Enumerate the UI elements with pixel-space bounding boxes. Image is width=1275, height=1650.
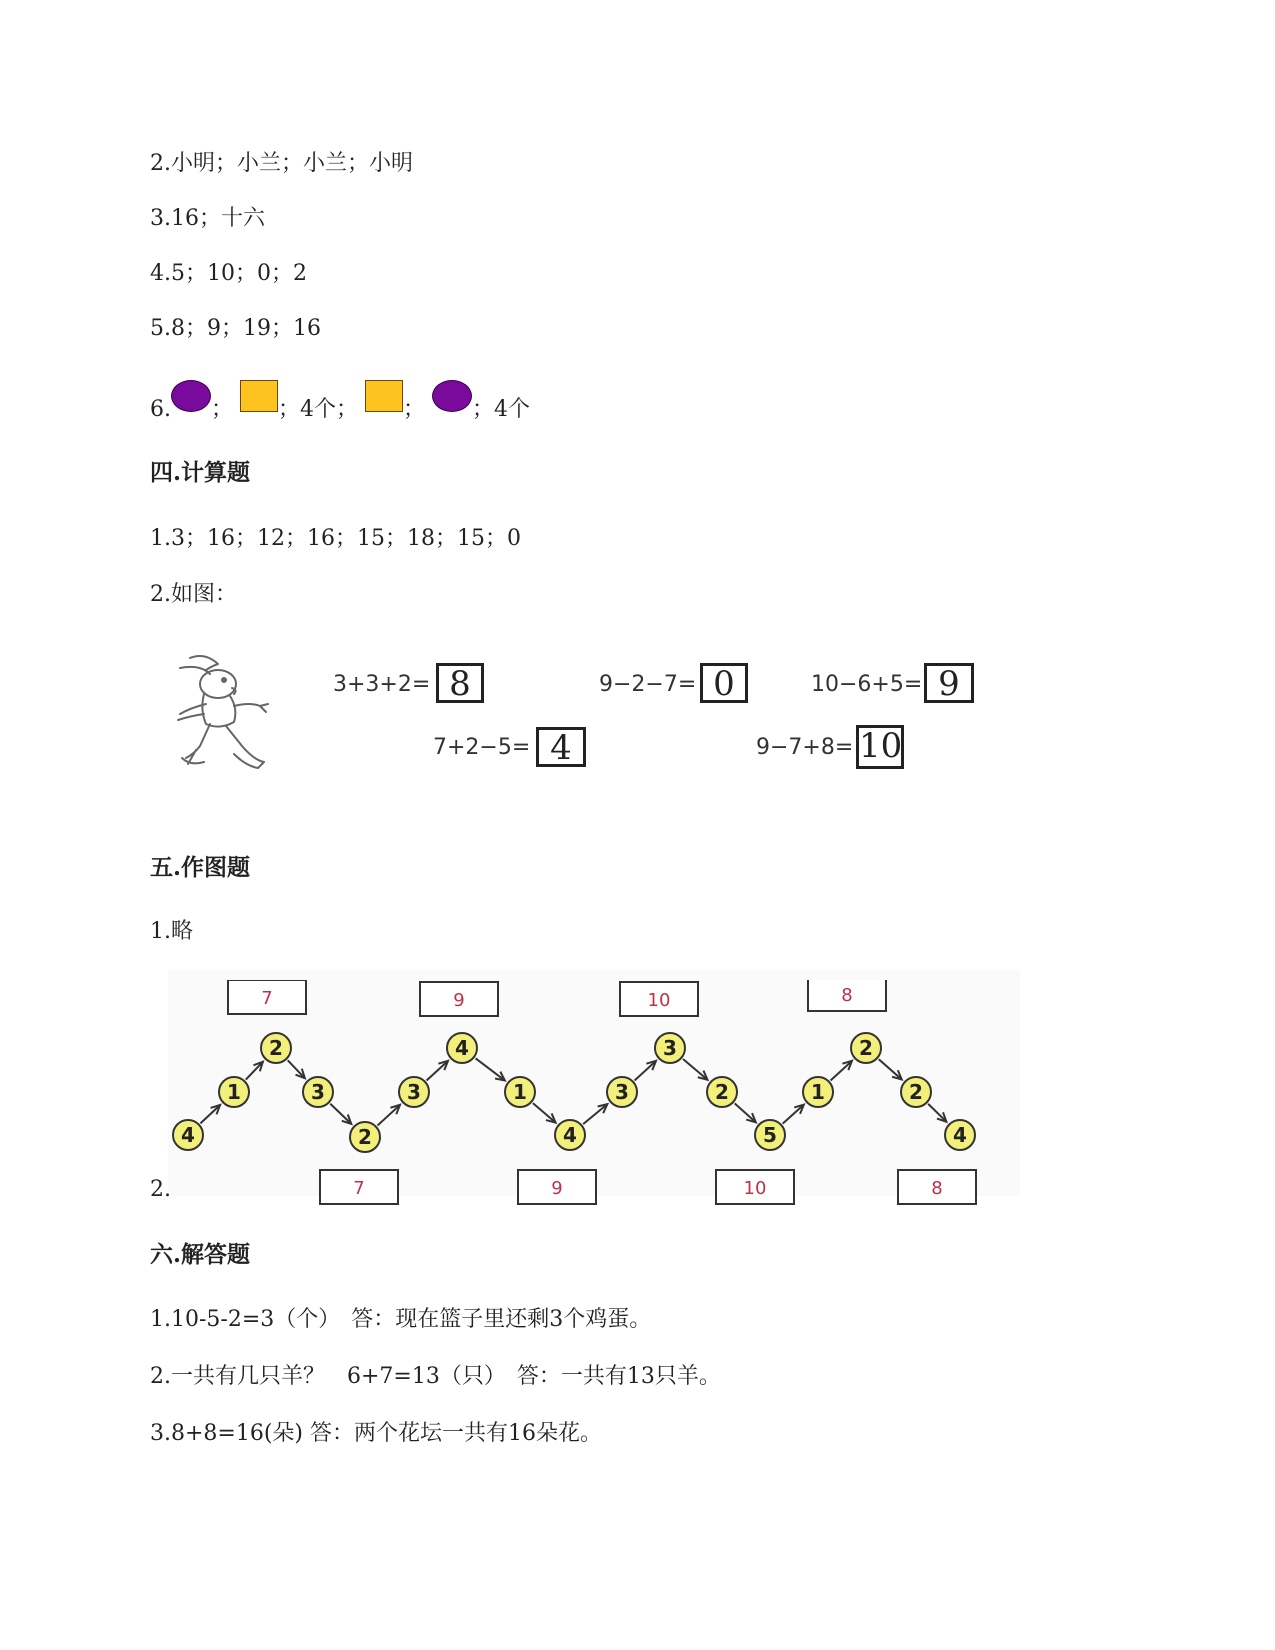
equation-3: 10−6+5= [811,672,923,697]
bottom-sum-box-label: 10 [743,1178,767,1199]
number-circle-label: 2 [909,1080,923,1104]
bottom-sum-box-label: 9 [551,1178,563,1199]
zigzag-number-path [168,980,1020,1206]
number-circle-label: 2 [859,1036,873,1060]
bottom-sum-box-label: 7 [353,1178,365,1199]
arrow-icon [635,1061,656,1081]
section-6-heading: 六.解答题 [150,1241,251,1268]
answer-6-2: 2.一共有几只羊？ 6+7=13（只） 答：一共有13只羊。 [150,1364,721,1389]
top-sum-box-label: 10 [647,990,671,1011]
arrow-icon [330,1104,351,1124]
answer-5-2-label: 2. [150,1177,171,1202]
answer-3-4: 4.5；10；0；2 [150,261,307,286]
purple-oval-shape [171,380,211,412]
number-circle-label: 3 [311,1080,325,1104]
answer-box-2: 0 [700,663,748,703]
arrow-icon [533,1103,556,1123]
answer-6-1: 1.10-5-2=3（个） 答：现在篮子里还剩3个鸡蛋。 [150,1307,652,1332]
answer-box-4: 4 [536,727,586,767]
number-circle-label: 3 [615,1080,629,1104]
section-5-heading: 五.作图题 [150,854,251,881]
equation-5: 9−7+8= [756,735,854,760]
equation-2: 9−2−7= [599,672,697,697]
number-circle-label: 3 [407,1080,421,1104]
arrow-icon [476,1058,505,1080]
answer-3-3: 3.16；十六 [150,206,265,231]
answer-box-1: 8 [436,663,484,703]
number-circle-label: 4 [953,1123,967,1147]
number-circle-label: 2 [358,1125,372,1149]
number-circle-label: 1 [811,1080,825,1104]
equation-1: 3+3+2= [333,672,431,697]
yellow-square-shape [240,380,278,412]
number-circle-label: 1 [513,1080,527,1104]
answer-3-2: 2.小明；小兰；小兰；小明 [150,151,413,176]
rabbit-icon [160,650,290,780]
answer-box-3: 9 [924,663,974,703]
purple-oval-shape [432,380,472,412]
answer-4-2: 2.如图： [150,582,237,607]
answer-6-3: 3.8+8=16(朵) 答：两个花坛一共有16朵花。 [150,1421,602,1446]
arrow-icon [683,1059,708,1080]
number-circle-label: 2 [269,1036,283,1060]
answer-3-5: 5.8；9；19；16 [150,316,321,341]
arrow-icon [583,1104,607,1124]
number-circle-label: 4 [181,1123,195,1147]
yellow-square-shape [365,380,403,412]
equation-4: 7+2−5= [433,735,531,760]
number-circle-label: 4 [563,1123,577,1147]
answer-5-1: 1.略 [150,919,193,944]
answer-box-5: 10 [856,725,904,769]
top-sum-box-label: 9 [453,990,465,1011]
number-circle-label: 3 [663,1036,677,1060]
top-sum-box-label: 7 [261,988,273,1009]
answer-4-1: 1.3；16；12；16；15；18；15；0 [150,526,521,551]
top-sum-box-label: 8 [841,985,853,1006]
number-circle-label: 2 [715,1080,729,1104]
arrow-icon [879,1059,902,1079]
number-circle-label: 4 [455,1036,469,1060]
arrow-icon [427,1061,448,1081]
number-circle-label: 1 [227,1080,241,1104]
section-4-heading: 四.计算题 [150,459,251,486]
number-circle-label: 5 [763,1123,777,1147]
arrow-icon [378,1105,400,1126]
bottom-sum-box-label: 8 [931,1178,943,1199]
arrow-icon [831,1061,852,1081]
answer-3-6: 6. ； ；4个； ； ；4个 [150,380,530,425]
